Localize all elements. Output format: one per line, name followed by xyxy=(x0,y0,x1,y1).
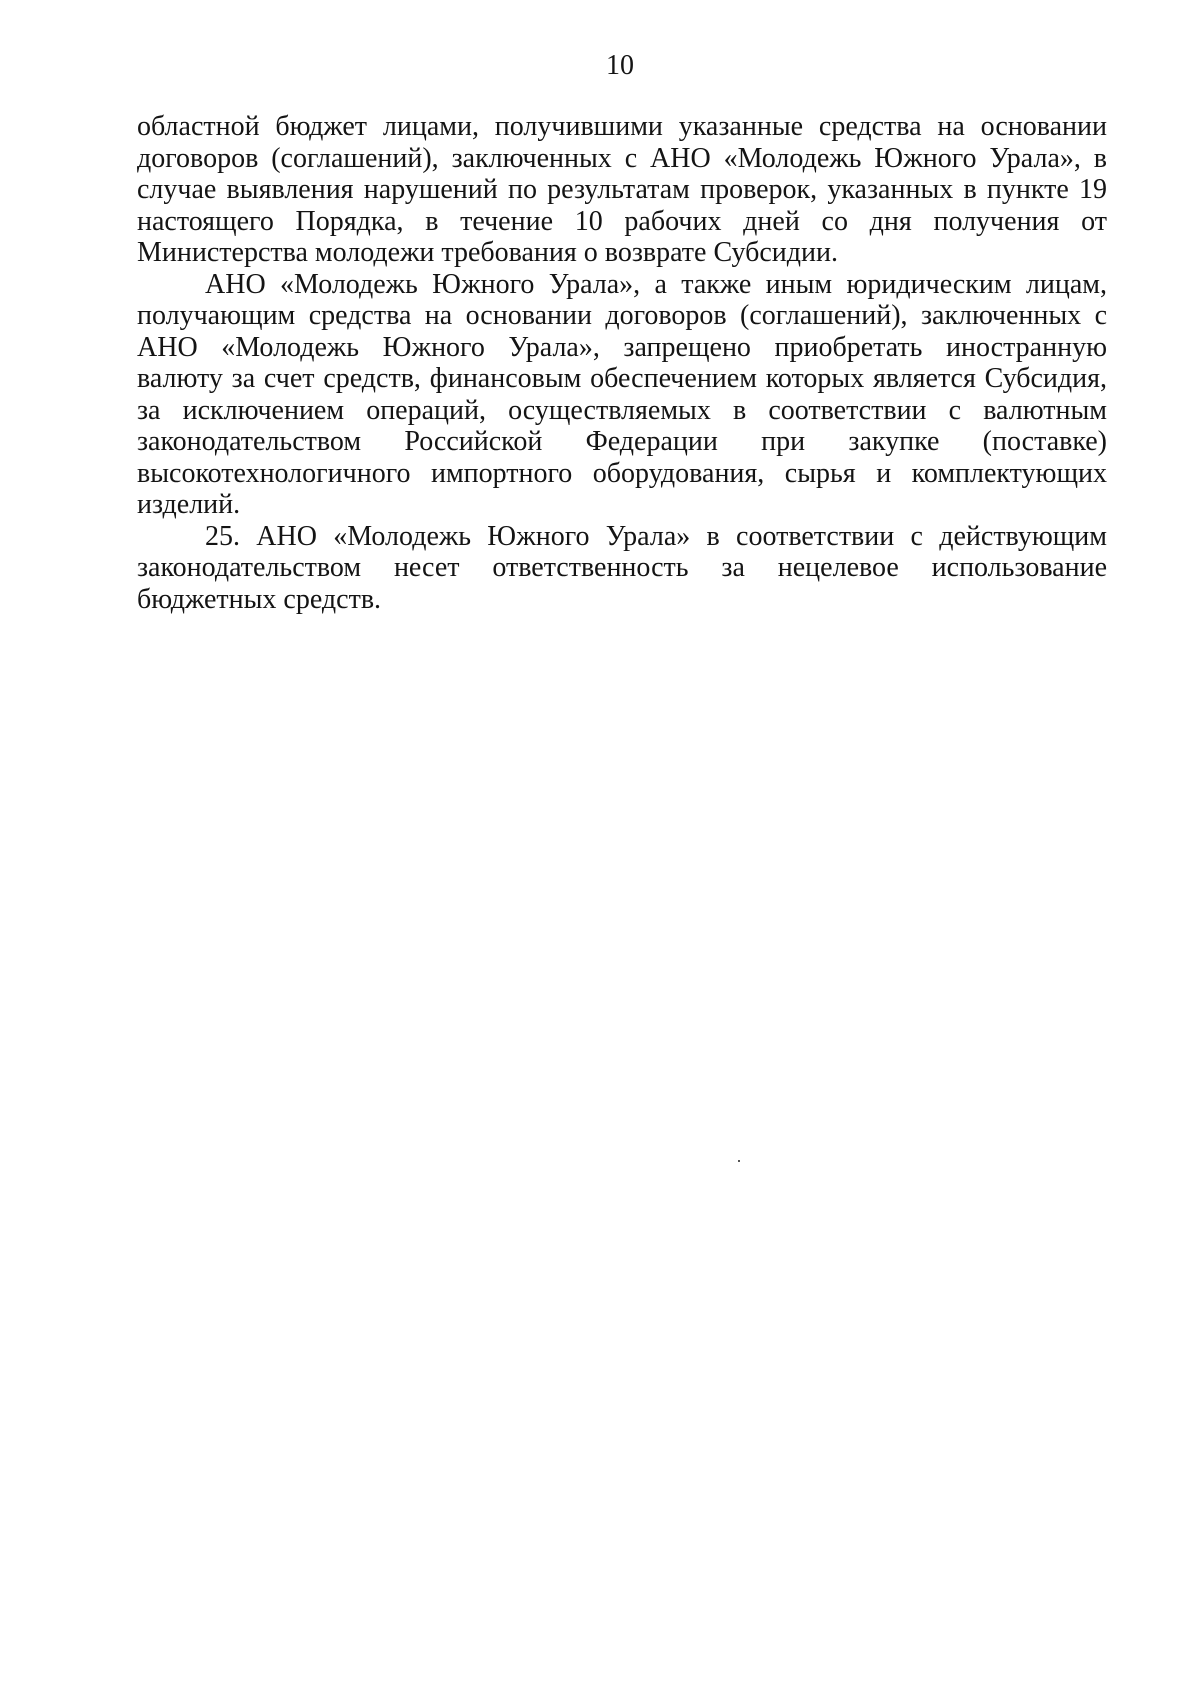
text-line: валюту за счет средств, финансовым обеспечением которых является Субсидия, xyxy=(137,363,1107,394)
text-line: Министерства молодежи требования о возврате Субсидии. xyxy=(137,237,838,268)
text-line: бюджетных средств. xyxy=(137,583,382,615)
page-number: 10 xyxy=(606,50,634,81)
text-line: получающим средства на основании договоров (соглашений), заключенных с xyxy=(137,300,1107,331)
paragraph-1 xyxy=(137,111,1107,269)
text-line: договоров (соглашений), заключенных с АНО «Молодежь Южного Урала», в xyxy=(137,142,1107,174)
text-line: 25. АНО «Молодежь Южного Урала» в соответствии с действующим xyxy=(205,520,1107,552)
text-line: АНО «Молодежь Южного Урала», а также иным юридическим лицам, xyxy=(205,268,1107,300)
text-line: областной бюджет лицами, получившими указанные средства на основании xyxy=(137,111,1107,142)
text-line: законодательством Российской Федерации при закупке (поставке) xyxy=(137,426,1107,457)
paragraph-2 xyxy=(137,269,1107,521)
text-line: АНО «Молодежь Южного Урала», запрещено приобретать иностранную xyxy=(137,331,1107,363)
text-line: случае выявления нарушений по результатам проверок, указанных в пункте 19 xyxy=(137,174,1107,205)
paragraph-3 xyxy=(137,521,1107,616)
text-line: за исключением операций, осуществляемых в соответствии с валютным xyxy=(137,394,1107,426)
text-line: изделий. xyxy=(137,489,241,520)
scan-speck xyxy=(738,1160,740,1162)
text-line: высокотехнологичного импортного оборудования, сырья и комплектующих xyxy=(137,457,1107,489)
document-body xyxy=(137,111,1107,615)
text-line: законодательством несет ответственность за нецелевое использование xyxy=(137,552,1107,583)
text-line: настоящего Порядка, в течение 10 рабочих дней со дня получения от xyxy=(137,205,1107,237)
